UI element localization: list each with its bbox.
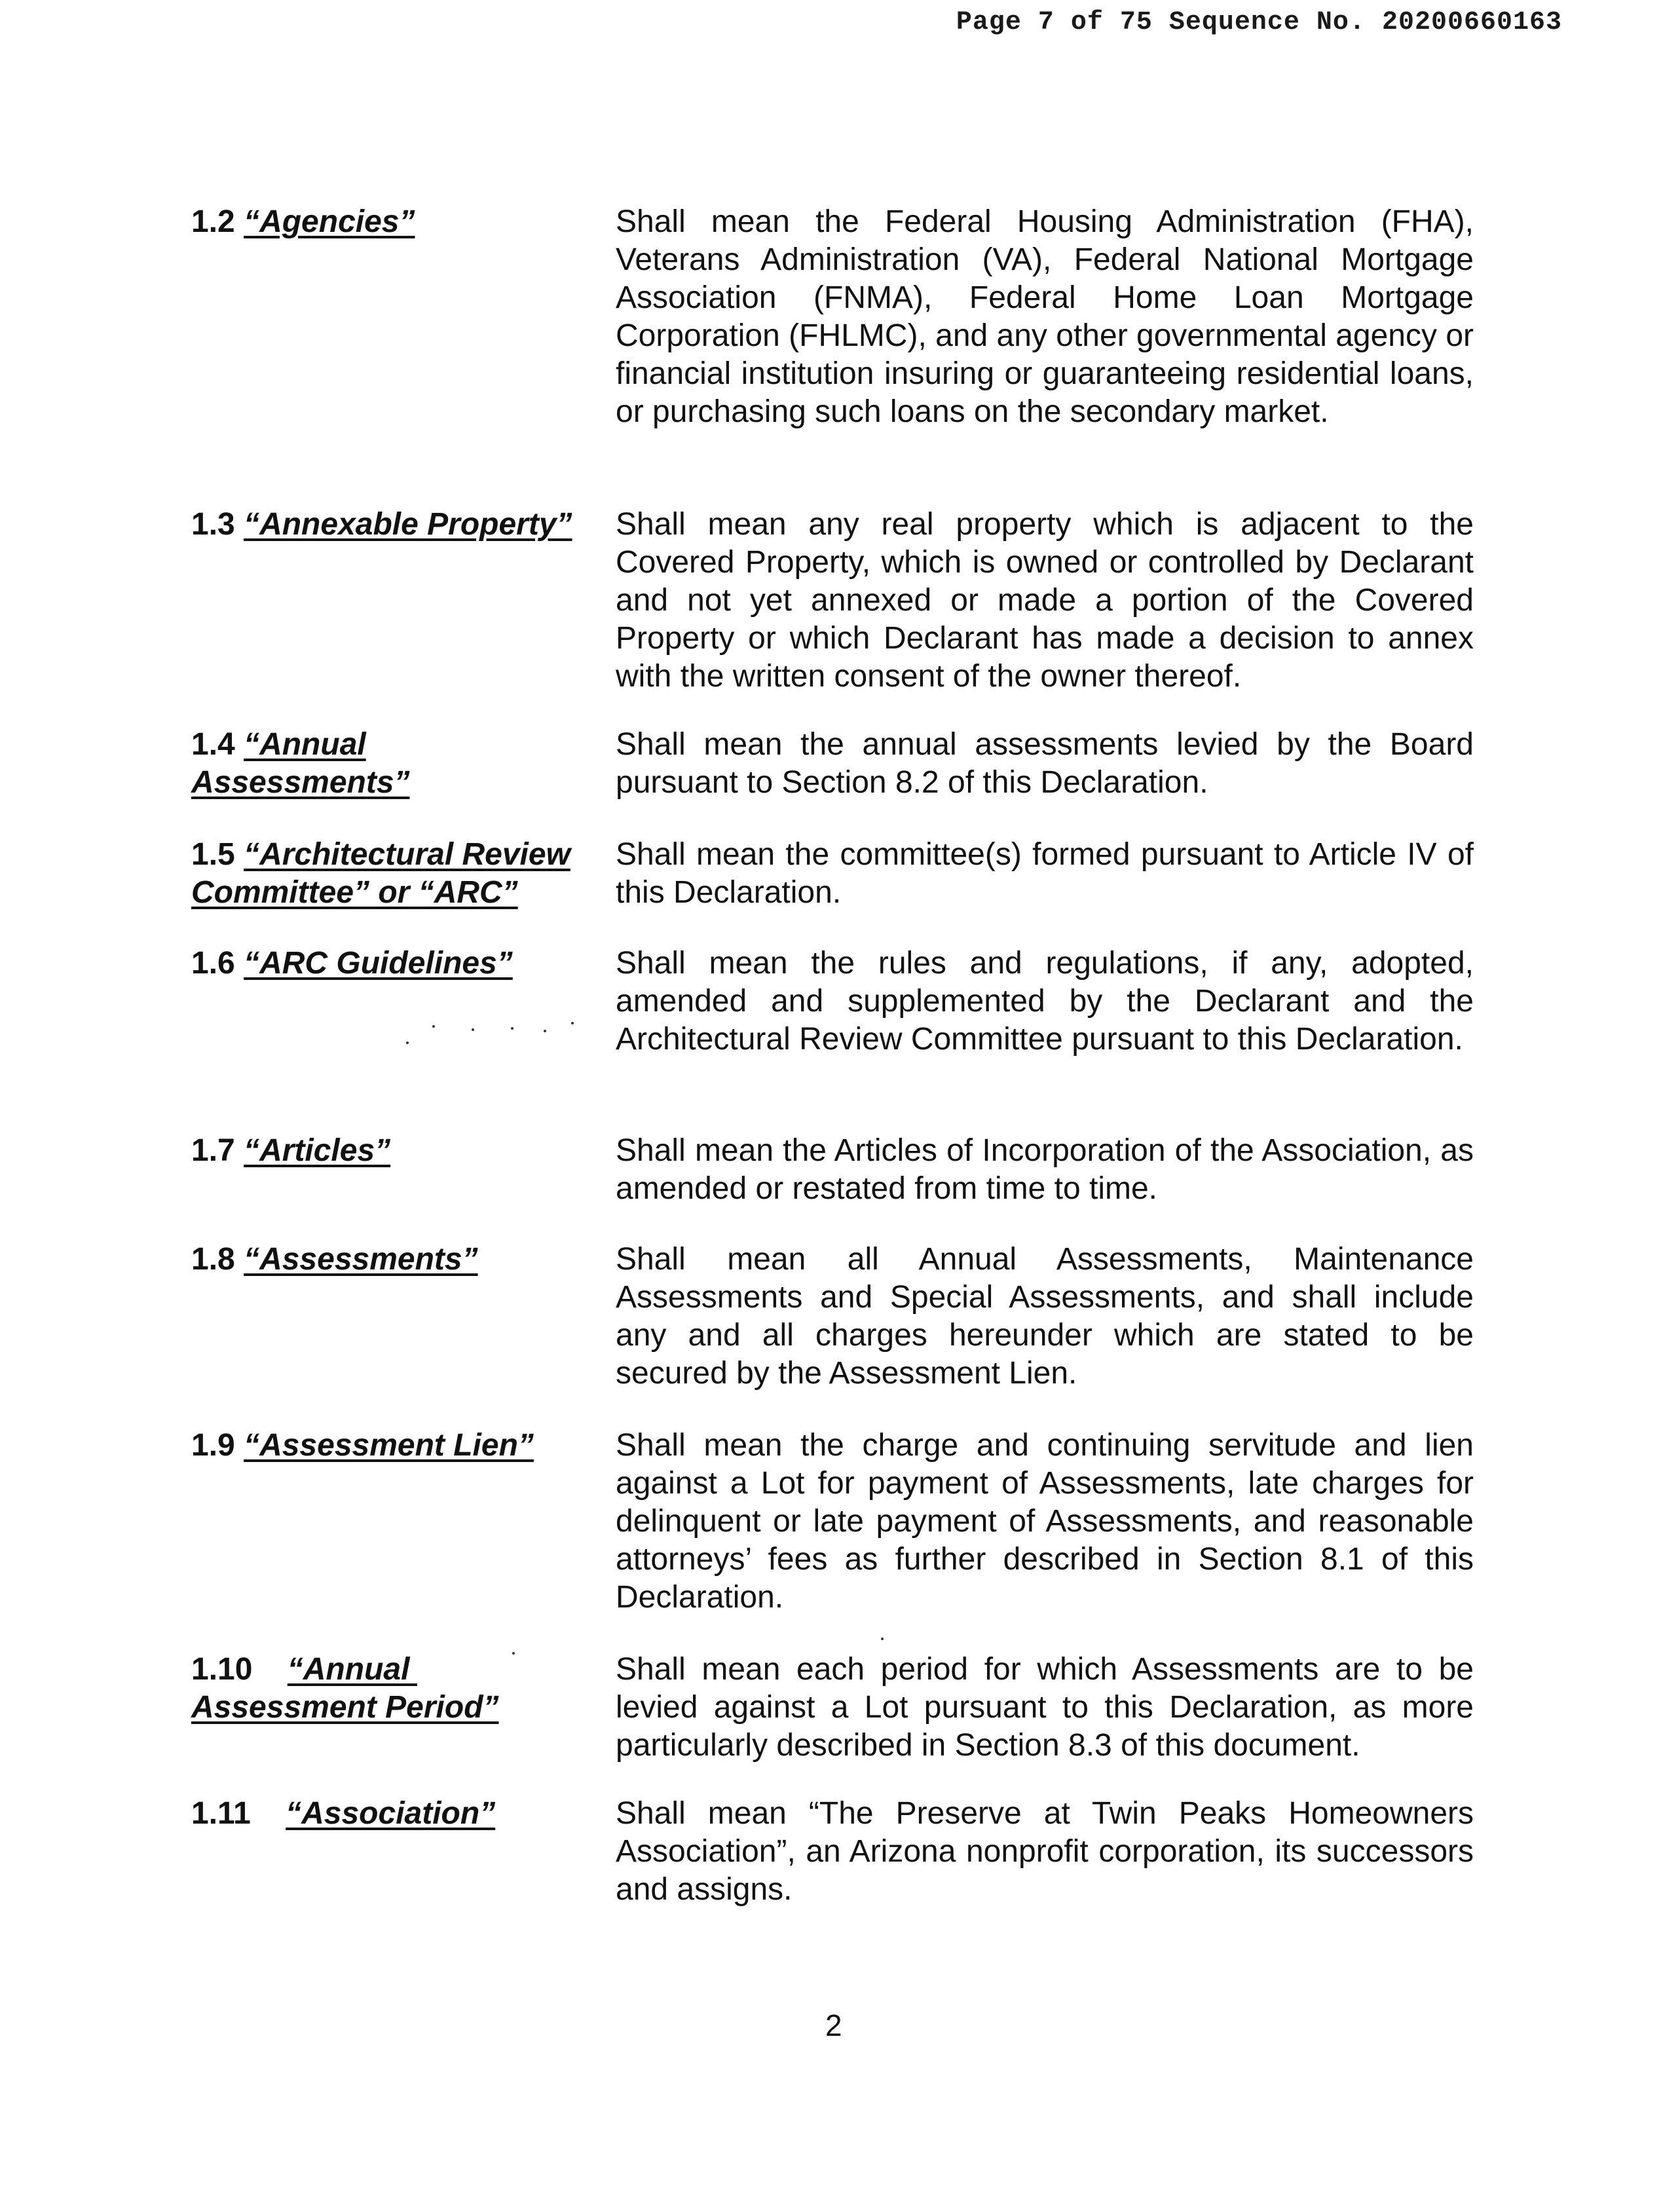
definition-number: 1.9 — [191, 1428, 244, 1463]
definition-text: Shall mean “The Preserve at Twin Peaks Homeowners Association”, an Arizona nonprofit corporation, its successors and assigns. — [616, 1796, 1474, 1907]
definition-number: 1.3 — [191, 507, 244, 542]
scan-speck — [406, 1041, 409, 1044]
definition-name: “Annual Assessments” — [191, 727, 410, 800]
definition-number: 1.4 — [191, 727, 244, 762]
definition-number: 1.10 — [191, 1652, 288, 1687]
definition-term — [191, 1795, 591, 1833]
scan-speck — [432, 1025, 435, 1028]
page-header: Page 7 of 75 Sequence No. 20200660163 — [956, 8, 1562, 37]
definition-number: 1.8 — [191, 1242, 244, 1277]
definition-text: Shall mean the committee(s) formed pursuant to Article IV of this Declaration. — [616, 837, 1474, 910]
definition-text: Shall mean any real property which is adjacent to the Covered Property, which is owned or controlled by Declarant and not yet annexed or made a portion of the Covered Property or which Declarant has made a decision to annex with the written consent of the owner thereof. — [616, 507, 1474, 694]
definition-term — [191, 203, 591, 241]
scan-speck — [571, 1022, 574, 1024]
definition-text: Shall mean the annual assessments levied by the Board pursuant to Section 8.2 of this Declaration. — [616, 727, 1474, 800]
scan-speck — [512, 1652, 515, 1655]
definition-text: Shall mean the rules and regulations, if any, adopted, amended and supplemented by the Declarant and the Architectural Review Committee pursuant to this Declaration. — [616, 946, 1474, 1057]
scan-speck — [511, 1027, 513, 1030]
definition-term — [191, 945, 591, 983]
scan-speck — [881, 1638, 884, 1640]
definition-text: Shall mean the Federal Housing Administration (FHA), Veterans Administration (VA), Federal National Mortgage Association (FNMA), Federal Home Loan Mortgage Corporation (FHLMC), and any other governmental agency or financial institution insuring or guaranteeing residential loans, or purchasing such loans on the secondary market. — [616, 204, 1474, 429]
definition-name: “Association” — [286, 1796, 496, 1831]
scan-speck — [544, 1030, 546, 1032]
definition-term — [191, 836, 597, 912]
page-number: 2 — [825, 2008, 842, 2042]
definition-name: “Assessment Lien” — [244, 1428, 534, 1463]
definition-term — [191, 1132, 591, 1170]
definition-term — [191, 1427, 591, 1465]
definition-term — [191, 726, 440, 802]
definition-number: 1.6 — [191, 946, 244, 981]
definition-text: Shall mean the Articles of Incorporation of the Association, as amended or restated from time to time. — [616, 1133, 1474, 1206]
definition-text: Shall mean all Annual Assessments, Maintenance Assessments and Special Assessments, and shall include any and all charges hereunder which are stated to be secured by the Assessment Lien. — [616, 1242, 1474, 1391]
definition-number: 1.5 — [191, 837, 244, 872]
definition-name: “Architectural Review Committee” or “ARC” — [191, 837, 570, 910]
definition-term — [191, 506, 610, 544]
definition-number: 1.2 — [191, 204, 244, 239]
definition-name: “Assessments” — [244, 1242, 478, 1277]
definition-term — [191, 1651, 591, 1727]
definition-name: “ARC Guidelines” — [244, 946, 513, 981]
definition-name: “Annual Assessment Period” — [191, 1652, 499, 1725]
definition-name: “Annexable Property” — [244, 507, 572, 542]
definition-term — [191, 1241, 591, 1279]
definition-name: “Agencies” — [244, 204, 415, 239]
definition-text: Shall mean each period for which Assessments are to be levied against a Lot pursuant to this Declaration, as more particularly described in Section 8.3 of this document. — [616, 1652, 1474, 1763]
definition-text: Shall mean the charge and continuing servitude and lien against a Lot for payment of Assessments, late charges for delinquent or late payment of Assessments, and reasonable attorneys’ fees as further described in Section 8.1 of this Declaration. — [616, 1428, 1474, 1615]
scan-speck — [472, 1028, 474, 1031]
definition-number: 1.7 — [191, 1133, 244, 1168]
definition-name: “Articles” — [244, 1133, 391, 1168]
definition-number: 1.11 — [191, 1796, 286, 1831]
